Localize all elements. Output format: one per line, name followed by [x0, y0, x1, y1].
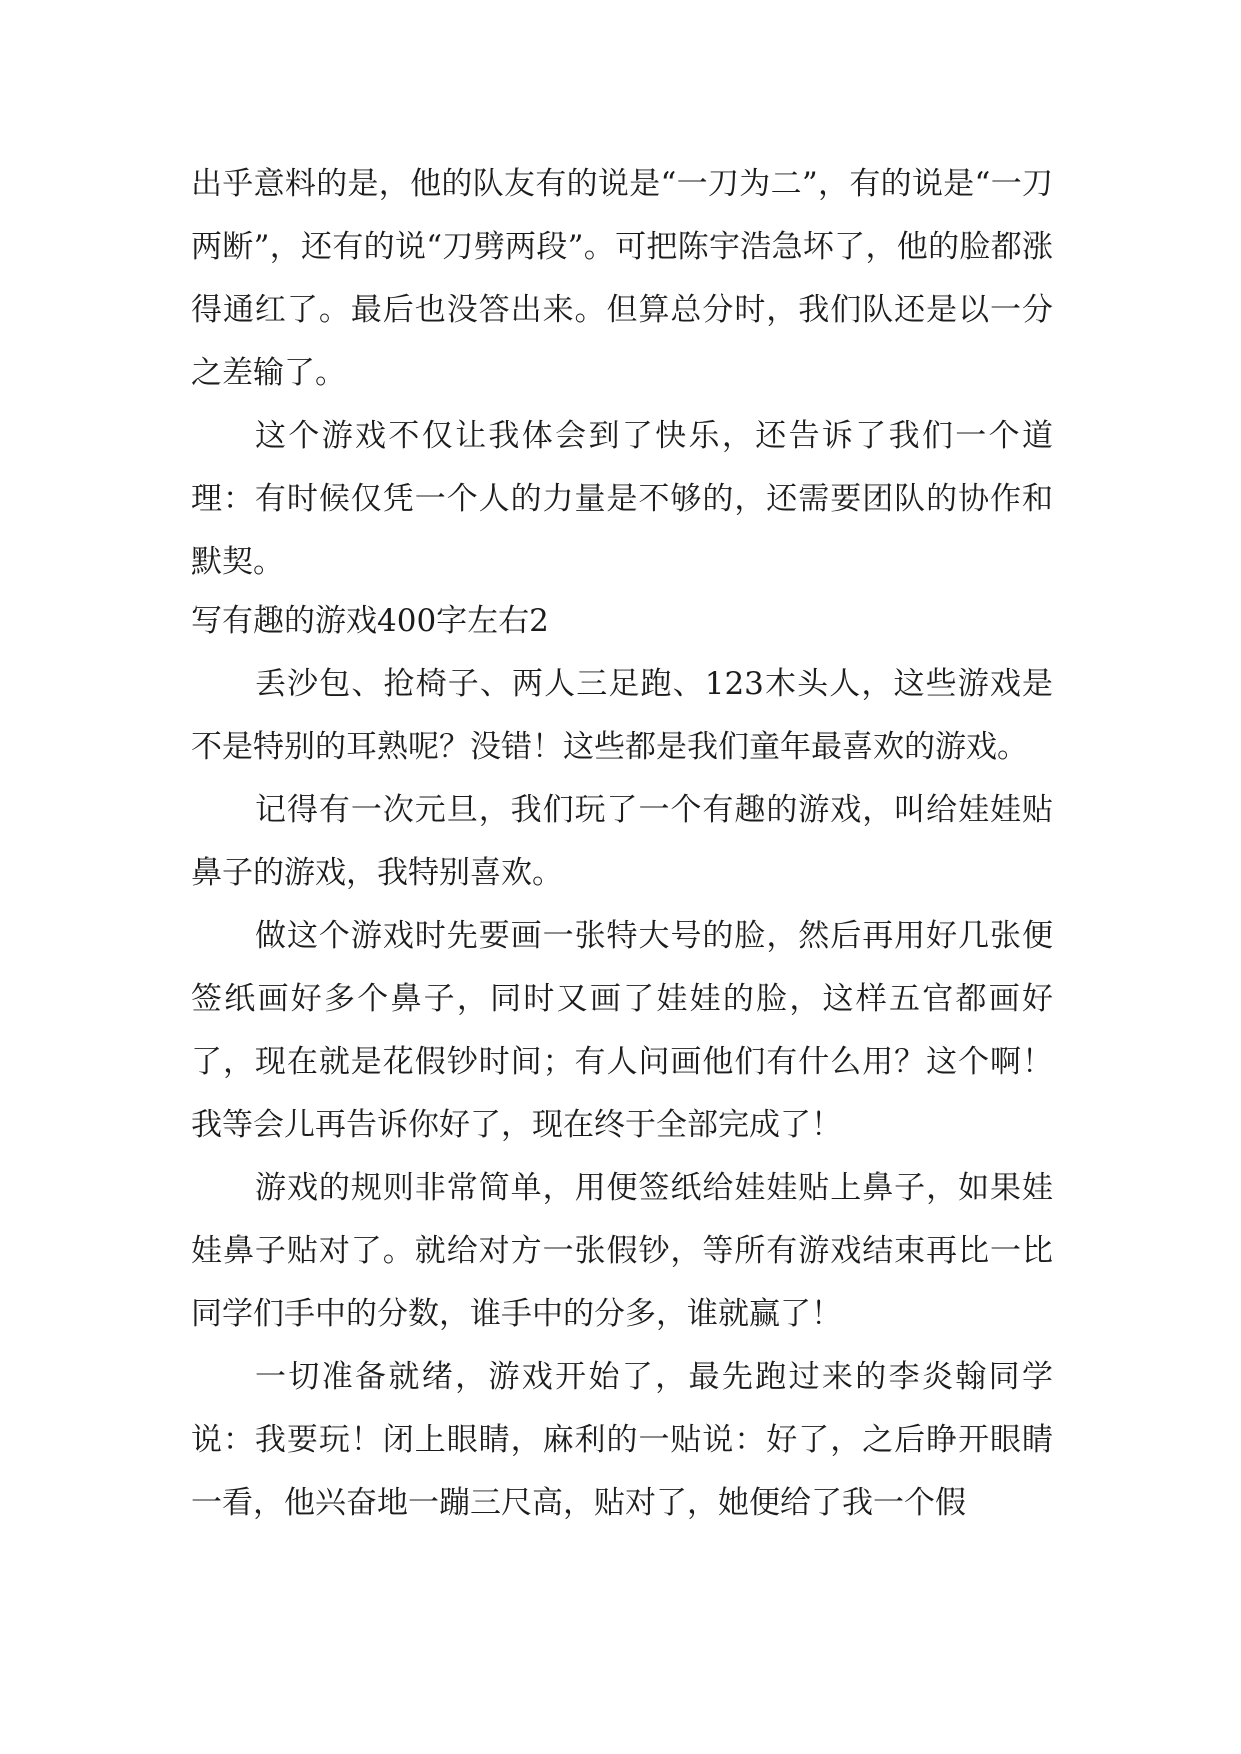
paragraph-preparation: 做这个游戏时先要画一张特大号的脸，然后再用好几张便签纸画好多个鼻子，同时又画了娃娃的脸，这样五官都画好了，现在就是花假钞时间；有人问画他们有什么用？这个啊！我等会儿再告诉你好了，现在终于全部完成了！	[191, 918, 1053, 1143]
essay-two-section	[191, 590, 1053, 1535]
paragraph-continued-story: 出乎意料的是，他的队友有的说是“一刀为二”，有的说是“一刀两断”，还有的说“刀劈两段”。可把陈宇浩急坏了，他的脸都涨得通红了。最后也没答出来。但算总分时，我们队还是以一分之差输了。	[191, 166, 1053, 391]
paragraph-game-start: 一切准备就绪，游戏开始了，最先跑过来的李炎翰同学说：我要玩！闭上眼睛，麻利的一贴说：好了，之后睁开眼睛一看，他兴奋地一蹦三尺高，贴对了，她便给了我一个假	[191, 1359, 1053, 1521]
paragraph-rules: 游戏的规则非常简单，用便签纸给娃娃贴上鼻子，如果娃娃鼻子贴对了。就给对方一张假钞，等所有游戏结束再比一比同学们手中的分数，谁手中的分多，谁就赢了！	[191, 1170, 1053, 1332]
paragraph-new-year: 记得有一次元旦，我们玩了一个有趣的游戏，叫给娃娃贴鼻子的游戏，我特别喜欢。	[191, 792, 1053, 891]
paragraph-games-intro: 丢沙包、抢椅子、两人三足跑、123木头人，这些游戏是不是特别的耳熟呢？没错！这些都是我们童年最喜欢的游戏。	[191, 666, 1053, 765]
paragraph-lesson: 这个游戏不仅让我体会到了快乐，还告诉了我们一个道理：有时候仅凭一个人的力量是不够的，还需要团队的协作和默契。	[191, 418, 1053, 580]
section-title: 写有趣的游戏400字左右2	[191, 603, 549, 639]
continued-essay-section	[191, 153, 1053, 594]
